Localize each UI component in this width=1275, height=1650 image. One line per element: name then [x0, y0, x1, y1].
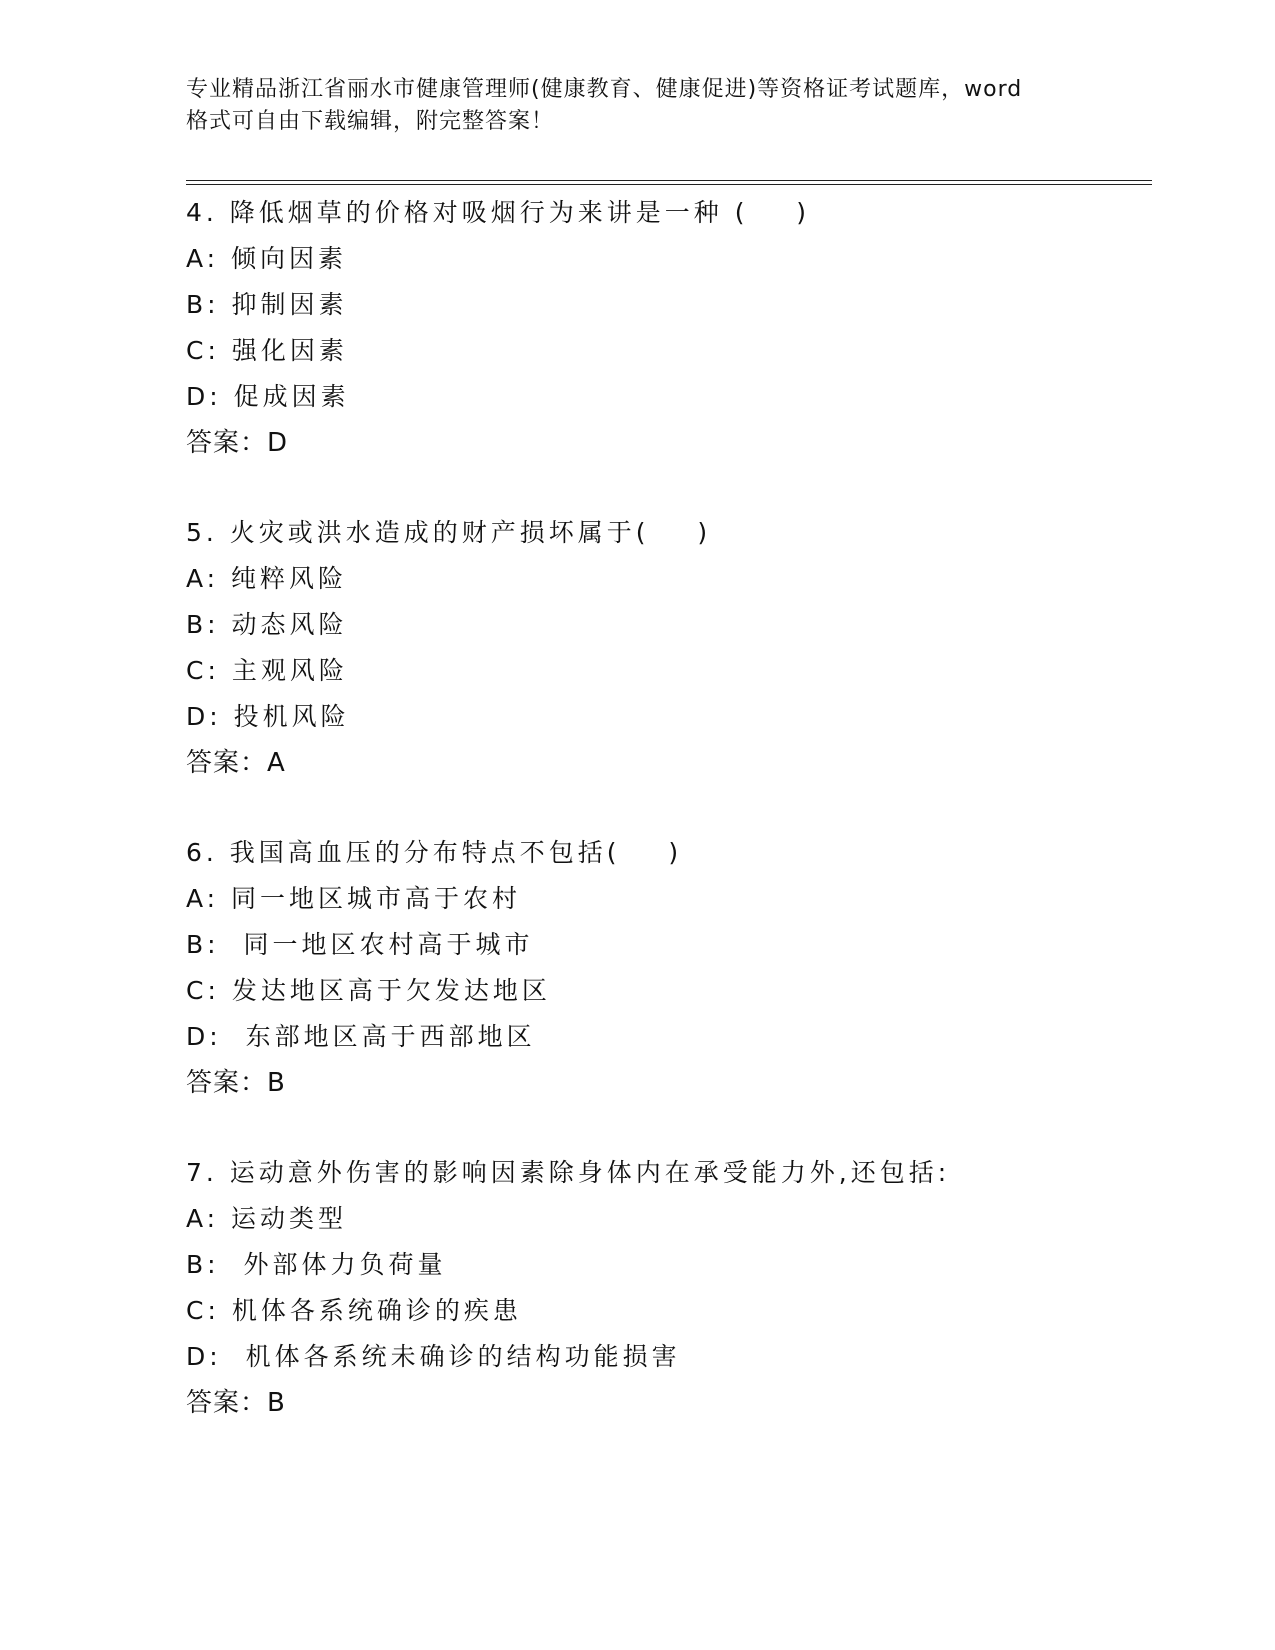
- option-b: B: 抑制因素: [186, 290, 348, 319]
- spacer: [186, 466, 1146, 510]
- answer-line: 答案：B: [186, 1068, 286, 1098]
- header-divider-bottom: [186, 184, 1152, 185]
- option-d: D: 投机风险: [186, 702, 350, 731]
- spacer: [186, 1106, 1146, 1150]
- question-stem: 4. 降低烟草的价格对吸烟行为来讲是一种 ( ): [186, 198, 811, 227]
- question-5: [186, 510, 1146, 786]
- option-c: C: 机体各系统确诊的疾患: [186, 1296, 522, 1325]
- spacer: [186, 786, 1146, 830]
- option-b: B: 同一地区农村高于城市: [186, 930, 534, 959]
- option-d: D: 东部地区高于西部地区: [186, 1022, 536, 1051]
- question-7: [186, 1150, 1146, 1426]
- answer-line: 答案：A: [186, 748, 286, 778]
- document-header: 专业精品浙江省丽水市健康管理师(健康教育、健康促进)等资格证考试题库，word 格式可自由下载编辑，附完整答案！: [186, 77, 1023, 134]
- question-stem: 5. 火灾或洪水造成的财产损坏属于( ): [186, 518, 712, 547]
- option-c: C: 发达地区高于欠发达地区: [186, 976, 551, 1005]
- option-c: C: 强化因素: [186, 336, 348, 365]
- option-a: A: 纯粹风险: [186, 564, 348, 593]
- question-stem: 7. 运动意外伤害的影响因素除身体内在承受能力外,还包括:: [186, 1158, 951, 1187]
- question-6: [186, 830, 1146, 1106]
- option-b: B: 动态风险: [186, 610, 348, 639]
- question-4: [186, 190, 1146, 466]
- option-a: A: 同一地区城市高于农村: [186, 884, 522, 913]
- answer-line: 答案：D: [186, 428, 289, 458]
- option-a: A: 运动类型: [186, 1204, 348, 1233]
- option-d: D: 机体各系统未确诊的结构功能损害: [186, 1342, 681, 1371]
- answer-line: 答案：B: [186, 1388, 286, 1418]
- option-d: D: 促成因素: [186, 382, 350, 411]
- option-b: B: 外部体力负荷量: [186, 1250, 447, 1279]
- option-a: A: 倾向因素: [186, 244, 348, 273]
- option-c: C: 主观风险: [186, 656, 348, 685]
- question-list: [186, 190, 1146, 1426]
- header-divider-top: [186, 180, 1152, 181]
- question-stem: 6. 我国高血压的分布特点不包括( ): [186, 838, 683, 867]
